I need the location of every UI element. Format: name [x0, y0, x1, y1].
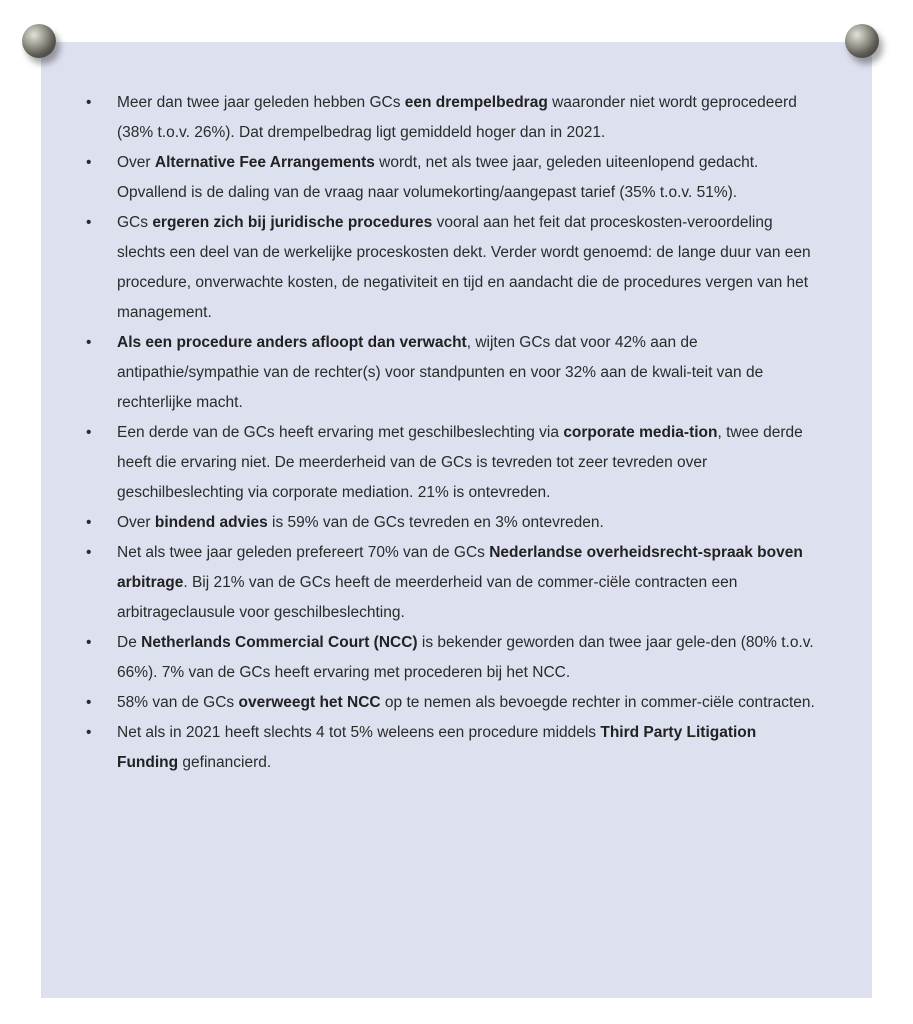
- bullet-list: [76, 88, 818, 778]
- list-item: [76, 418, 818, 508]
- bullet-icon: •: [86, 334, 92, 351]
- pushpin-right-icon: [845, 24, 879, 58]
- bullet-icon: •: [86, 154, 92, 171]
- list-item-text: [117, 424, 803, 501]
- emphasis-text: Netherlands Commercial Court (NCC): [141, 634, 418, 651]
- list-item: [76, 718, 818, 778]
- bullet-icon: •: [86, 544, 92, 561]
- body-text: is bekender geworden dan twee jaar gele-den (80% t.o.v. 66%). 7% van de GCs heeft ervaring met procederen bij het NCC.: [117, 634, 814, 681]
- emphasis-text: bindend advies: [154, 514, 268, 531]
- list-item-text: [117, 694, 815, 711]
- body-text: . Bij 21% van de GCs heeft de meerderheid van de commer-ciële contracten een arbitrageclausule voor geschilbeslechting.: [117, 574, 738, 621]
- body-text: Een derde van de GCs heeft ervaring met geschilbeslechting via: [117, 424, 564, 441]
- bullet-icon: •: [86, 214, 92, 231]
- list-item: [76, 88, 818, 148]
- body-text: is 59% van de GCs tevreden en 3% ontevreden.: [267, 514, 604, 531]
- body-text: op te nemen als bevoegde rechter in commer-ciële contracten.: [380, 694, 815, 711]
- body-text: GCs: [117, 214, 153, 231]
- list-item: [76, 628, 818, 688]
- emphasis-text: overweegt het NCC: [238, 694, 381, 711]
- body-text: Over: [117, 514, 155, 531]
- list-item: [76, 688, 818, 718]
- list-item-text: [117, 94, 797, 141]
- list-item: [76, 148, 818, 208]
- emphasis-text: een drempelbedrag: [404, 94, 548, 111]
- list-item: [76, 328, 818, 418]
- list-item-text: [117, 214, 811, 321]
- list-item-text: [117, 544, 803, 621]
- body-text: Net als in 2021 heeft slechts 4 tot 5% weleens een procedure middels: [117, 724, 601, 741]
- emphasis-text: corporate media-tion: [563, 424, 718, 441]
- pushpin-left-icon: [22, 24, 56, 58]
- bullet-icon: •: [86, 94, 92, 111]
- body-text: De: [117, 634, 142, 651]
- bullet-icon: •: [86, 724, 92, 741]
- bullet-icon: •: [86, 424, 92, 441]
- emphasis-text: Alternative Fee Arrangements: [154, 154, 375, 171]
- emphasis-text: Als een procedure anders afloopt dan verwacht: [117, 334, 467, 351]
- list-item: [76, 538, 818, 628]
- body-text: waaronder niet wordt geprocedeerd (38% t.o.v. 26%). Dat drempelbedrag ligt gemiddeld hoger dan in 2021.: [117, 94, 797, 141]
- list-item-text: [117, 334, 763, 411]
- bullet-icon: •: [86, 514, 92, 531]
- emphasis-text: Third Party Litigation Funding: [117, 724, 757, 771]
- body-text: Net als twee jaar geleden prefereert 70% van de GCs: [117, 544, 490, 561]
- list-item: [76, 208, 818, 328]
- body-text: gefinancierd.: [178, 754, 272, 771]
- body-text: vooral aan het feit dat proceskosten-veroordeling slechts een deel van de werkelijke proceskosten dekt. Verder wordt genoemd: de lange duur van een procedure, onverwachte kosten, de negativiteit en tijd en aandacht die de procedures vergen van het management.: [117, 214, 811, 321]
- body-text: Meer dan twee jaar geleden hebben GCs: [117, 94, 405, 111]
- body-text: Over: [117, 154, 155, 171]
- body-text: , wijten GCs dat voor 42% aan de antipathie/sympathie van de rechter(s) voor standpunten en voor 32% aan de kwali-teit van de rechterlijke macht.: [117, 334, 764, 411]
- bullet-icon: •: [86, 634, 92, 651]
- emphasis-text: ergeren zich bij juridische procedures: [152, 214, 433, 231]
- list-item-text: [117, 634, 814, 681]
- body-text: 58% van de GCs: [117, 694, 239, 711]
- body-text: , twee derde heeft die ervaring niet. De meerderheid van de GCs is tevreden tot zeer tevreden over geschilbeslechting via corporate mediation. 21% is ontevreden.: [117, 424, 803, 501]
- list-item-text: [117, 724, 756, 771]
- body-text: wordt, net als twee jaar, geleden uiteenlopend gedacht. Opvallend is de daling van de vraag naar volumekorting/aangepast tarief (35% t.o.v. 51%).: [117, 154, 759, 201]
- list-item: [76, 508, 818, 538]
- list-item-text: [117, 154, 758, 201]
- list-item-text: [117, 514, 604, 531]
- bullet-icon: •: [86, 694, 92, 711]
- emphasis-text: Nederlandse overheidsrecht-spraak boven arbitrage: [117, 544, 803, 591]
